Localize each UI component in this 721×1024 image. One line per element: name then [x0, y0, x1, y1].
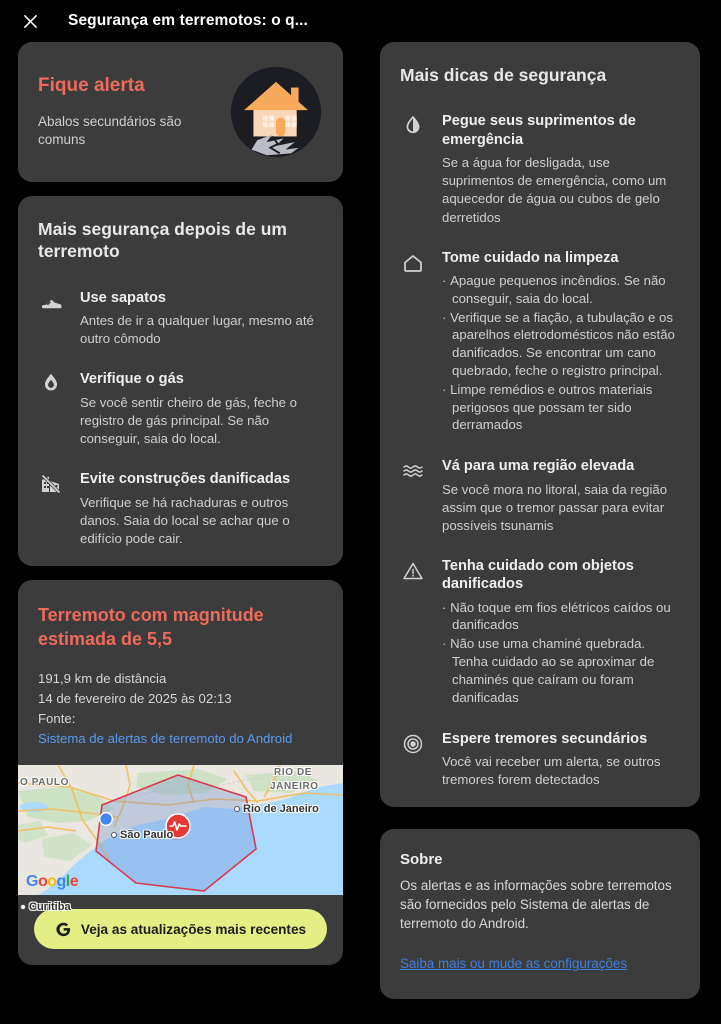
- water-drop-icon: [400, 112, 426, 138]
- map-label-rio: Rio de Janeiro: [234, 803, 319, 815]
- tip-body: [442, 112, 680, 226]
- tip-heading: Espere tremores secundários: [442, 730, 648, 747]
- see-latest-updates-label: Veja as atualizações mais recentes: [80, 921, 307, 937]
- map-label: JANEIRO: [270, 781, 319, 793]
- target-rings-icon: [400, 730, 426, 756]
- app-header: [0, 0, 721, 42]
- right-column: [380, 42, 700, 1013]
- tip-heading: Use sapatos: [80, 289, 166, 306]
- earthquake-source-link[interactable]: Sistema de alertas de terremoto do Android: [38, 731, 293, 747]
- tip-text: Antes de ir a qualquer lugar, mesmo até outro cômodo: [80, 313, 314, 347]
- tip-heading: Verifique o gás: [80, 371, 184, 388]
- more-safety-tips-title: Mais dicas de segurança: [400, 65, 607, 85]
- tip-body: [442, 457, 680, 535]
- earthquake-datetime: 14 de fevereiro de 2025 às 02:13: [38, 691, 232, 707]
- damaged-building-icon: [38, 470, 64, 496]
- city-dot-icon: [111, 832, 117, 838]
- left-column: [18, 42, 343, 979]
- tip-heading: Evite construções danificadas: [80, 471, 291, 488]
- tip-body: [442, 730, 680, 790]
- tip-bullet: · Limpe remédios e outros materiais perigosos que possam ter sido derramados: [442, 381, 680, 434]
- tip-item: [400, 112, 680, 226]
- tip-bullet: · Não toque em fios elétricos caídos ou danificados: [442, 599, 680, 635]
- tip-heading: Vá para uma região elevada: [442, 458, 635, 475]
- about-settings-link[interactable]: Saiba mais ou mude as configurações: [400, 956, 628, 972]
- tip-item: [38, 470, 323, 548]
- about-text: Os alertas e as informações sobre terremotos são fornecidos pelo Sistema de alertas de terremoto do Android.: [400, 878, 672, 932]
- warning-triangle-icon: [400, 557, 426, 583]
- tip-item: [400, 730, 680, 790]
- shoe-icon: [38, 289, 64, 315]
- tip-body: [80, 470, 323, 548]
- earthquake-meta: [38, 669, 323, 749]
- tip-item: [38, 370, 323, 448]
- stay-alert-card: [18, 42, 343, 182]
- tip-bullet: · Verifique se a fiação, a tubulação e os aparelhos eletrodomésticos não estão danificados. Se encontrar um cano quebrado, feche o registro principal.: [442, 309, 680, 380]
- gas-drop-icon: [38, 370, 64, 396]
- stay-alert-subtitle: Abalos secundários são comuns: [38, 113, 182, 147]
- house-earthquake-illustration: [229, 65, 323, 159]
- see-latest-updates-button[interactable]: [34, 909, 327, 949]
- earthquake-distance: 191,9 km de distância: [38, 671, 167, 687]
- tip-item: [400, 557, 680, 707]
- more-safety-tips-card: [380, 42, 700, 807]
- map-label-curitiba: Curitiba: [20, 901, 71, 913]
- tip-body: [442, 557, 680, 707]
- google-g-icon: [55, 921, 72, 938]
- stay-alert-text: [38, 75, 229, 149]
- after-quake-title: Mais segurança depois de um terremoto: [38, 219, 287, 262]
- waves-icon: [400, 457, 426, 483]
- after-quake-safety-card: [18, 196, 343, 566]
- tip-heading: Tenha cuidado com objetos danificados: [442, 558, 634, 593]
- tip-bullet: · Apague pequenos incêndios. Se não conseguir, saia do local.: [442, 272, 680, 308]
- google-logo: Google: [26, 873, 79, 891]
- map-label: O PAULO: [20, 777, 70, 789]
- tip-bullet-list: [442, 599, 680, 707]
- tip-text: Você vai receber um alerta, se outros tremores forem detectados: [442, 753, 661, 787]
- page-title: Segurança em terremotos: o q...: [68, 12, 308, 29]
- earthquake-source-label: Fonte:: [38, 711, 76, 727]
- city-dot-icon: [20, 904, 26, 910]
- about-title: Sobre: [400, 851, 443, 869]
- map-label-sao-paulo: São Paulo: [111, 829, 173, 841]
- tip-heading: Tome cuidado na limpeza: [442, 249, 619, 266]
- tip-item: [38, 289, 323, 349]
- map-label: RIO DE: [274, 767, 313, 779]
- tip-text: Verifique se há rachaduras e outros danos. Saia do local se achar que o edifício pode cair.: [80, 494, 290, 547]
- tip-item: [400, 457, 680, 535]
- tip-body: [80, 289, 323, 349]
- tip-bullet: · Não use uma chaminé quebrada. Tenha cuidado ao se aproximar de chaminés que caíram ou foram danificadas: [442, 635, 680, 706]
- close-icon[interactable]: [14, 5, 46, 37]
- tip-text: Se a água for desligada, use suprimentos de emergência, como um aquecedor de água ou cubos de gelo derretidos: [442, 154, 667, 225]
- stay-alert-title: Fique alerta: [38, 74, 145, 96]
- user-location-dot: [98, 811, 114, 827]
- earthquake-detail-card: [18, 580, 343, 965]
- earthquake-map[interactable]: [18, 765, 343, 914]
- about-card: [380, 829, 700, 999]
- tip-body: [442, 249, 680, 436]
- tip-text: Se você mora no litoral, saia da região assim que o tremor passar para evitar possíveis tsunamis: [442, 481, 668, 533]
- tip-text: Se você sentir cheiro de gás, feche o registro de gás principal. Se não conseguir, saia do local.: [80, 394, 297, 447]
- home-icon: [400, 249, 426, 275]
- tip-item: [400, 249, 680, 436]
- tip-heading: Pegue seus suprimentos de emergência: [442, 113, 636, 148]
- earthquake-detail-head: [18, 580, 343, 765]
- earthquake-magnitude-title: Terremoto com magnitude estimada de 5,5: [38, 605, 264, 649]
- content-columns: [0, 42, 721, 1013]
- city-dot-icon: [234, 806, 240, 812]
- tip-body: [80, 370, 323, 448]
- tip-bullet-list: [442, 272, 680, 434]
